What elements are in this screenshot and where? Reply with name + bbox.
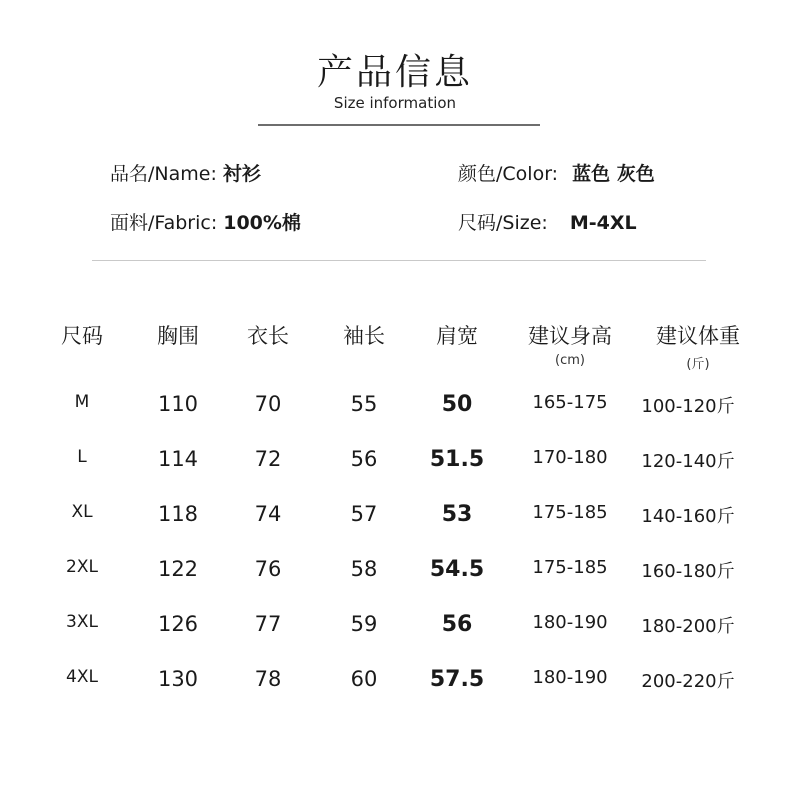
cell-height: 175-185 bbox=[532, 502, 608, 523]
cell-sleeve: 57 bbox=[350, 502, 378, 526]
cell-shoulder: 57.5 bbox=[429, 667, 485, 692]
cell-chest: 114 bbox=[157, 447, 199, 471]
cell-chest: 130 bbox=[157, 667, 199, 691]
cell-shoulder: 50 bbox=[441, 392, 473, 417]
header-shoulder: 肩宽 bbox=[436, 324, 478, 348]
page-subtitle: Size information bbox=[333, 94, 457, 112]
unit-height: (cm) bbox=[555, 353, 585, 368]
cell-size: L bbox=[77, 447, 87, 467]
cell-weight: 120-140斤 bbox=[641, 451, 735, 472]
header-sleeve: 袖长 bbox=[343, 324, 385, 348]
cell-length: 70 bbox=[254, 392, 282, 416]
info-size bbox=[458, 208, 637, 235]
cell-shoulder: 56 bbox=[441, 612, 473, 637]
name-label: 品名/Name: bbox=[110, 163, 217, 185]
cell-length: 72 bbox=[254, 447, 282, 471]
cell-shoulder: 53 bbox=[441, 502, 473, 527]
cell-height: 180-190 bbox=[532, 612, 608, 633]
info-fabric bbox=[110, 208, 301, 235]
cell-weight: 100-120斤 bbox=[641, 396, 735, 417]
size-value: M-4XL bbox=[569, 212, 637, 234]
cell-sleeve: 56 bbox=[350, 447, 378, 471]
size-label: 尺码/Size: bbox=[458, 212, 548, 234]
cell-length: 77 bbox=[254, 612, 282, 636]
fabric-label: 面料/Fabric: bbox=[110, 212, 218, 234]
cell-height: 165-175 bbox=[532, 392, 608, 413]
cell-sleeve: 60 bbox=[350, 667, 378, 691]
cell-chest: 126 bbox=[157, 612, 199, 636]
cell-size: 2XL bbox=[66, 557, 98, 577]
cell-sleeve: 58 bbox=[350, 557, 378, 581]
header-weight: 建议体重 bbox=[656, 324, 740, 348]
cell-weight: 180-200斤 bbox=[641, 616, 735, 637]
header-length: 衣长 bbox=[247, 324, 289, 348]
title-divider bbox=[258, 124, 540, 126]
cell-chest: 118 bbox=[157, 502, 199, 526]
color-value: 蓝色 灰色 bbox=[572, 163, 655, 185]
header-size: 尺码 bbox=[61, 324, 103, 348]
cell-size: M bbox=[74, 392, 90, 412]
cell-size: 3XL bbox=[66, 612, 98, 632]
cell-length: 78 bbox=[254, 667, 282, 691]
cell-length: 74 bbox=[254, 502, 282, 526]
cell-sleeve: 55 bbox=[350, 392, 378, 416]
fabric-value: 100%棉 bbox=[223, 212, 301, 234]
name-value: 衬衫 bbox=[222, 163, 261, 185]
cell-length: 76 bbox=[254, 557, 282, 581]
cell-size: 4XL bbox=[66, 667, 98, 687]
cell-sleeve: 59 bbox=[350, 612, 378, 636]
cell-height: 170-180 bbox=[532, 447, 608, 468]
color-label: 颜色/Color: bbox=[458, 163, 559, 185]
header-chest: 胸围 bbox=[157, 324, 199, 348]
cell-size: XL bbox=[71, 502, 93, 522]
info-color bbox=[458, 159, 655, 186]
unit-weight: (斤) bbox=[686, 357, 710, 372]
cell-shoulder: 54.5 bbox=[429, 557, 485, 582]
cell-chest: 110 bbox=[157, 392, 199, 416]
cell-chest: 122 bbox=[157, 557, 199, 581]
cell-height: 180-190 bbox=[532, 667, 608, 688]
info-name bbox=[110, 159, 261, 186]
cell-shoulder: 51.5 bbox=[429, 447, 485, 472]
cell-height: 175-185 bbox=[532, 557, 608, 578]
cell-weight: 140-160斤 bbox=[641, 506, 735, 527]
cell-weight: 200-220斤 bbox=[641, 671, 735, 692]
page-title: 产品信息 bbox=[316, 52, 473, 93]
section-divider bbox=[92, 260, 706, 261]
header-height: 建议身高 bbox=[528, 324, 612, 348]
cell-weight: 160-180斤 bbox=[641, 561, 735, 582]
